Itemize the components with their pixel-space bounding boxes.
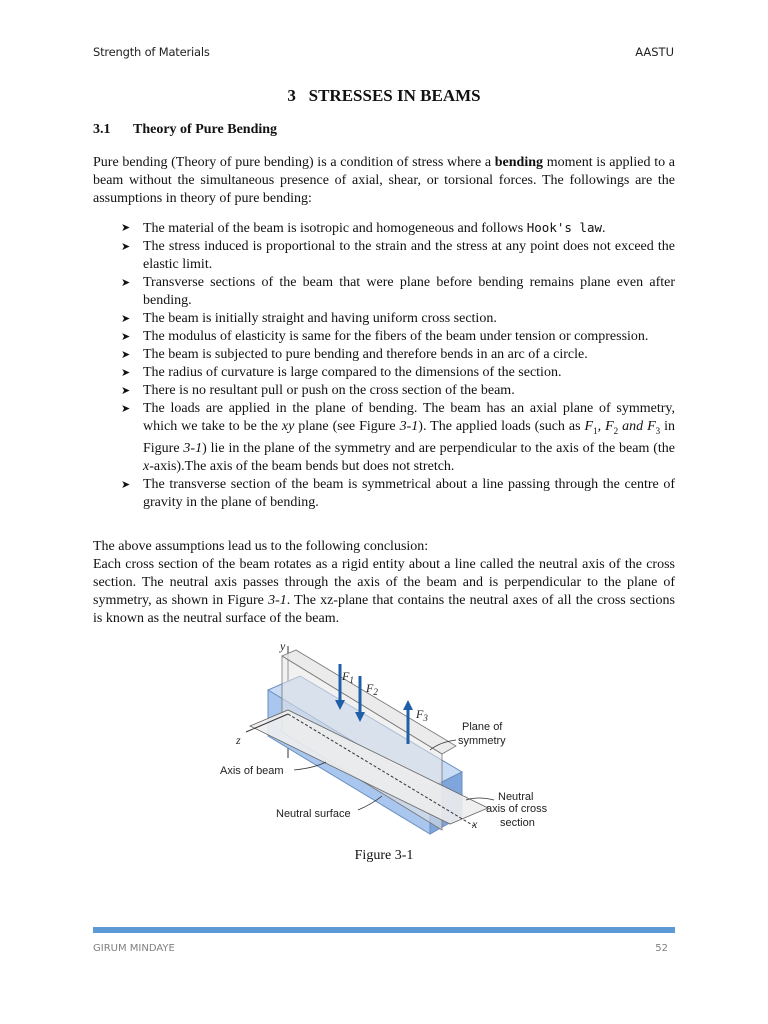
arrow-bullet-icon: ➤ — [121, 367, 131, 379]
section-number: 3.1 — [93, 122, 111, 137]
conclusion-body — [93, 556, 675, 628]
bullet-text: The radius of curvature is large compared to the dimensions of the section. — [143, 365, 562, 380]
list-item — [93, 364, 675, 382]
neutral-axis-label-2: axis of cross — [486, 803, 548, 815]
force-symbol: F — [584, 419, 594, 434]
force-f3-subscript: 3 — [423, 713, 428, 723]
force-subscript: 3 — [655, 425, 661, 436]
chapter-title: 3 STRESSES IN BEAMS — [287, 86, 481, 105]
footer-page-number: 52 — [655, 943, 668, 954]
force-f3-symbol: F — [416, 707, 424, 721]
x-axis-label: x — [472, 817, 478, 831]
list-item — [93, 238, 675, 274]
bullet-text: The modulus of elasticity is same for the fibers of the beam under tension or compression. — [143, 329, 649, 344]
neutral-axis-label-3: section — [500, 817, 535, 829]
list-item — [93, 476, 675, 512]
bullet-text: The material of the beam is isotropic and homogeneous and follows — [143, 221, 527, 236]
arrow-bullet-icon: ➤ — [121, 277, 131, 289]
bullet-text: in Figure — [143, 419, 676, 456]
running-header-title: Strength of Materials — [93, 45, 210, 59]
force-f3-arrowhead — [403, 700, 413, 710]
arrow-bullet-icon: ➤ — [121, 385, 131, 397]
intro-text-b: moment is applied to a beam without the simultaneous presence of axial, shear, or torsional forces. The followings are the assumptions in theory of pure bending: — [93, 155, 676, 206]
xy-plane-text: xy — [281, 419, 295, 434]
force-f2-symbol: F — [366, 681, 374, 695]
axis-of-beam-label: Axis of beam — [220, 765, 284, 777]
force-f2-label — [365, 681, 378, 697]
intro-text-a: Pure bending (Theory of pure bending) is a condition of stress where a — [93, 155, 495, 170]
bullet-text: plane (see Figure — [294, 419, 400, 434]
section-title: Theory of Pure Bending — [133, 122, 278, 137]
arrow-bullet-icon: ➤ — [121, 349, 131, 361]
assumptions-list — [93, 219, 675, 512]
hooks-law-text: Hook's law — [526, 220, 603, 235]
footer-author: GIRUM MINDAYE — [93, 943, 175, 954]
bullet-text: The transverse section of the beam is symmetrical about a line passing through the centre of gravity in the plane of bending. — [143, 476, 675, 510]
bullet-text: Transverse sections of the beam that were plane before bending remains plane even after bending. — [143, 275, 675, 308]
force-f1-label — [341, 669, 354, 685]
arrow-bullet-icon: ➤ — [121, 313, 131, 325]
bullet-text: The beam is initially straight and having uniform cross section. — [143, 311, 497, 326]
bullet-text: ). The applied loads (such as — [418, 419, 585, 434]
list-item — [93, 346, 675, 364]
footer-divider-bar — [93, 927, 675, 933]
list-item — [93, 310, 675, 328]
neutral-surface-label: Neutral surface — [276, 808, 351, 820]
bullet-text: The loads are applied in the plane of bending. The beam has an axial plane of symmetry, which we take to be the — [143, 401, 675, 434]
bullet-text: . — [602, 221, 606, 236]
figure-reference: 3-1 — [399, 419, 419, 434]
force-subscript: 2 — [613, 425, 619, 436]
list-item — [93, 400, 675, 476]
list-item — [93, 382, 675, 400]
conclusion-lead: The above assumptions lead us to the following conclusion: — [93, 539, 429, 554]
conclusion-text-b: . The xz-plane that contains the neutral axes of all the cross sections is known as the neutral surface of the beam. — [93, 593, 676, 626]
bullet-text: The stress induced is proportional to the strain and the stress at any point does not exceed the elastic limit. — [143, 239, 675, 272]
arrow-bullet-icon: ➤ — [121, 331, 131, 343]
arrow-bullet-icon: ➤ — [121, 222, 131, 234]
arrow-bullet-icon: ➤ — [121, 478, 131, 491]
force-symbol: F — [647, 419, 656, 434]
force-f2-subscript: 2 — [373, 687, 378, 697]
x-axis-symbol: x — [143, 458, 150, 474]
figure-reference: 3-1 — [183, 440, 203, 456]
figure-caption: Figure 3-1 — [354, 848, 414, 863]
y-axis-label: y — [280, 640, 286, 653]
arrow-bullet-icon: ➤ — [121, 241, 131, 253]
z-axis-label: z — [236, 733, 241, 747]
beam-bending-figure — [216, 640, 556, 840]
running-header-institution: AASTU — [635, 45, 674, 59]
bullet-text: ) lie in the plane of the symmetry and are perpendicular to the axis of the beam (the — [202, 440, 675, 456]
bullet-text: and — [618, 419, 648, 434]
list-item — [93, 219, 675, 238]
plane-of-symmetry-label-2: symmetry — [458, 735, 506, 747]
section-heading — [93, 122, 277, 138]
intro-paragraph — [93, 154, 675, 208]
force-f1-subscript: 1 — [349, 675, 354, 685]
force-f1-symbol: F — [342, 669, 350, 683]
bullet-text: -axis).The axis of the beam bends but does not stretch. — [149, 458, 455, 474]
force-f3-label — [415, 707, 428, 723]
bullet-text: There is no resultant pull or push on the cross section of the beam. — [143, 383, 515, 398]
plane-of-symmetry-label-1: Plane of — [462, 721, 503, 733]
arrow-bullet-icon: ➤ — [121, 403, 131, 415]
intro-bold-word: bending — [494, 155, 544, 170]
force-symbol: F — [605, 419, 614, 434]
bullet-text: The beam is subjected to pure bending and therefore bends in an arc of a circle. — [143, 347, 588, 362]
conclusion-paragraph — [93, 538, 675, 628]
bullet-text: , — [597, 419, 606, 434]
list-item — [93, 274, 675, 310]
force-subscript: 1 — [593, 425, 598, 436]
list-item — [93, 328, 675, 346]
conclusion-text-a: Each cross section of the beam rotates as a rigid entity about a line called the neutral axis of the cross section. The neutral axis passes through the axis of the beam and is perpendicular to the plane of symmetry, as shown in Figure — [93, 557, 675, 608]
figure-reference: 3-1 — [268, 593, 287, 608]
neutral-axis-label-1: Neutral — [498, 791, 534, 803]
